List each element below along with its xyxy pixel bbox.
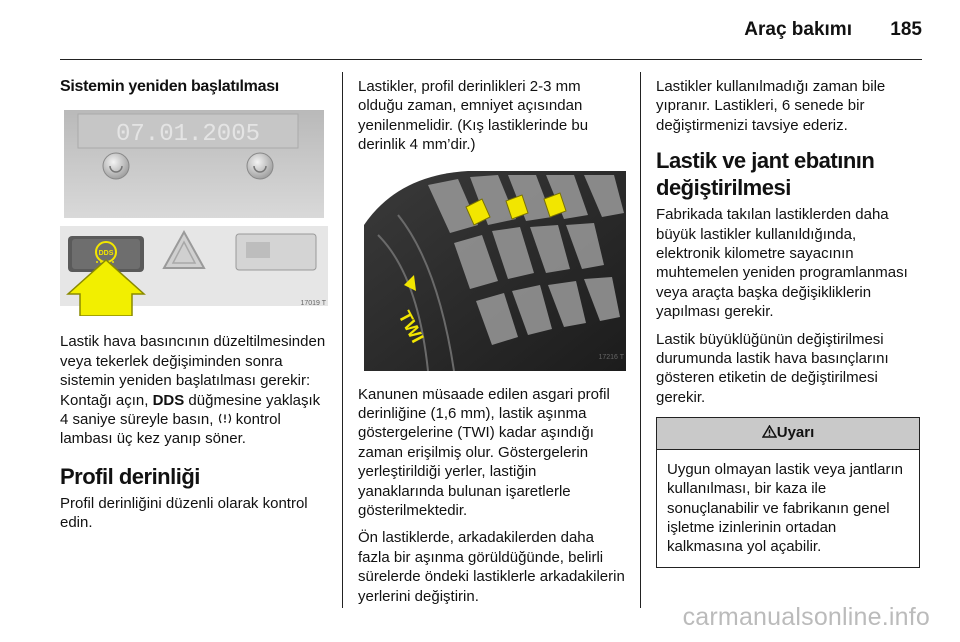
paragraph-profile-depth: Profil derinliğini düzenli olarak kontrol edin. bbox=[60, 494, 308, 532]
figure-code: 17216 T bbox=[598, 354, 624, 362]
tyre-pressure-lamp-icon bbox=[218, 412, 232, 425]
section-title-profile-depth: Profil derinliği bbox=[60, 463, 200, 489]
dds-button-illustration bbox=[60, 108, 328, 316]
dds-button-figure bbox=[60, 108, 328, 316]
warning-text: Uygun olmayan lastik veya jantların kullanılması, bir kaza ile sonuçlanabilir ve fabrikanın genel işletme izinlerinin ortadan kalkmasına yol açabilir. bbox=[667, 460, 903, 556]
warning-header bbox=[657, 418, 919, 449]
column-divider-1 bbox=[342, 72, 343, 608]
paragraph-pressure-label: Lastik büyüklüğünün değiştirilmesi durumunda lastik hava basınçlarını gösteren etiketin de değiştirilmesi gerekir. bbox=[656, 330, 889, 406]
watermark: carmanualsonline.info bbox=[682, 603, 930, 631]
column-1 bbox=[60, 77, 328, 541]
page-number: 185 bbox=[890, 19, 922, 40]
paragraph-tyre-renewal: Lastikler, profil derinlikleri 2-3 mm olduğu zaman, emniyet açısından yenilenmelidir. (Kış lastiklerinde bu derinlik 4 mm’dir.) bbox=[358, 78, 589, 154]
paragraph-odometer-programming: Fabrikada takılan lastiklerden daha büyük lastikler kullanıldığında, elektronik kilometre sayacının muhtemelen yeniden programlanması veya araçta başka değişikliklerin yapılması gerekir. bbox=[656, 206, 908, 321]
column-2 bbox=[358, 77, 626, 614]
paragraph-restart-instructions: Lastik hava basıncının düzeltilmesinden veya tekerlek değişiminden sonra sistemin yeniden başlatılması gerekir: Kontağı açın, DDS düğmesine yaklaşık 4 saniye süreyle basın, kontrol lambası üç kez yanıp söner. bbox=[60, 333, 326, 448]
tread-wear-figure bbox=[358, 165, 626, 371]
page-header-title: Araç bakımı bbox=[744, 19, 852, 40]
lcd-date-text: 07.01.2005 bbox=[115, 121, 261, 149]
paragraph-legal-minimum: Kanunen müsaade edilen asgari profil derinliğine (1,6 mm), lastik aşınma göstergelerine (TWI) kadar aşındığı zaman erişilmiş olur. Göstergelerin yerleştirildiği yerler, lastiğin yanaklarında bulunan işaretlerle gösterilmektedir. bbox=[358, 385, 610, 520]
warning-box bbox=[656, 417, 920, 567]
section-title-tyre-rim-change: Lastik ve jant ebatının değiştirilmesi bbox=[656, 148, 875, 201]
column-3 bbox=[656, 77, 924, 568]
warning-title: Uyarı bbox=[776, 424, 815, 442]
paragraph-tyre-aging: Lastikler kullanılmadığı zaman bile yıpranır. Lastikleri, 6 senede bir değiştirmenizi tavsiye ederiz. bbox=[656, 78, 886, 134]
figure-code: 17019 T bbox=[300, 300, 326, 307]
dds-label: DDS bbox=[152, 391, 185, 409]
section-heading-restart: Sistemin yeniden başlatılması bbox=[60, 78, 279, 95]
header-rule bbox=[60, 59, 922, 60]
column-divider-2 bbox=[640, 72, 641, 608]
dds-button-label: DDS bbox=[98, 250, 114, 258]
twi-label: TWI bbox=[394, 307, 428, 346]
tread-wear-illustration bbox=[358, 165, 626, 371]
paragraph-front-rear-swap: Ön lastiklerde, arkadakilerden daha fazla bir aşınma görüldüğünde, belirli sürelerde öndeki lastiklerle arkadakilerin yerlerini değiştirin. bbox=[358, 529, 625, 605]
warning-triangle-icon bbox=[762, 425, 777, 438]
